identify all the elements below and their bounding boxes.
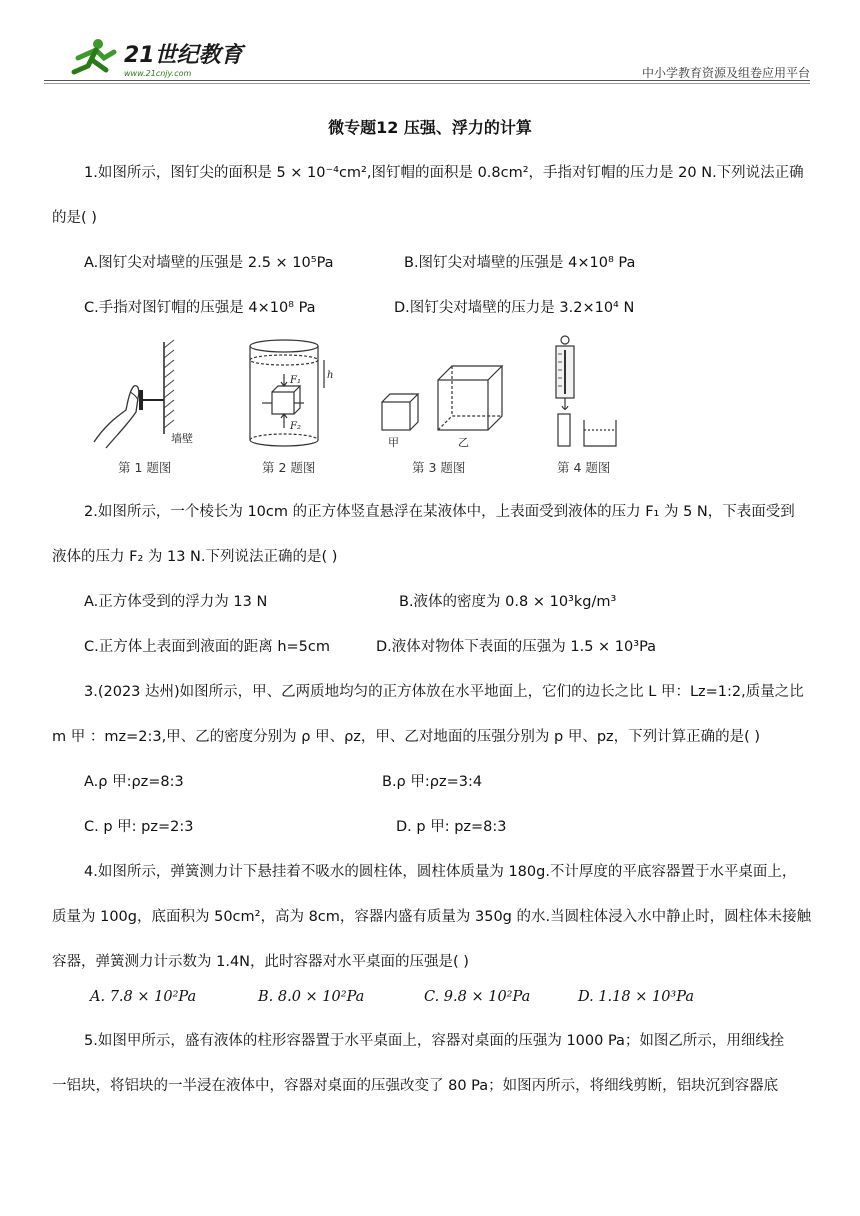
two-cubes-figure — [382, 366, 502, 430]
fig2-h-label: h — [327, 370, 334, 381]
q4-option-b: B. 8.0 × 10²Pa — [258, 989, 365, 1005]
q4-option-d: D. 1.18 × 10³Pa — [578, 989, 694, 1005]
q2-stem-line1: 2.如图所示，一个棱长为 10cm 的正方体竖直悬浮在某液体中，上表面受到液体的压力 F₁ 为 5 N，下表面受到 — [84, 504, 795, 520]
fig2-f1-label: F₁ — [290, 375, 301, 386]
thumbtack-figure — [94, 340, 174, 448]
q1-stem-line2: 的是( ) — [52, 210, 97, 226]
runner-icon — [74, 39, 114, 72]
q3-stem-line1: 3.(2023 达州)如图所示，甲、乙两质地均匀的正方体放在水平地面上，它们的边长之比 L 甲：Lz=1:2,质量之比 — [84, 684, 804, 700]
cylinder-cube-figure — [250, 340, 324, 446]
q3-option-a: A.ρ 甲:ρz=8:3 — [84, 774, 184, 790]
q4-option-c: C. 9.8 × 10²Pa — [424, 989, 531, 1005]
q1-option-a: A.图钉尖对墙壁的压强是 2.5 × 10⁵Pa — [84, 255, 334, 271]
q2-option-c: C.正方体上表面到液面的距离 h=5cm — [84, 639, 331, 655]
q2-option-b: B.液体的密度为 0.8 × 10³kg/m³ — [399, 594, 617, 610]
q1-option-b: B.图钉尖对墙壁的压强是 4×10⁸ Pa — [404, 255, 636, 271]
page-header — [44, 30, 810, 82]
platform-name: 中小学教育资源及组卷应用平台 — [641, 66, 810, 80]
header-divider — [44, 80, 810, 81]
q4-option-a: A. 7.8 × 10²Pa — [90, 989, 197, 1005]
q1-option-d: D.图钉尖对墙壁的压力是 3.2×10⁴ N — [394, 300, 635, 316]
q1-stem-line1: 1.如图所示，图钉尖的面积是 5 × 10⁻⁴cm²,图钉帽的面积是 0.8cm²，手指对钉帽的压力是 20 N.下列说法正确 — [84, 165, 804, 181]
q2-option-a: A.正方体受到的浮力为 13 N — [84, 594, 268, 610]
q3-stem-line2: m 甲 ：mz=2:3,甲、乙的密度分别为 ρ 甲、ρz，甲、乙对地面的压强分别为 p 甲、pz，下列计算正确的是( ) — [52, 729, 761, 745]
q5-stem-line1: 5.如图甲所示，盛有液体的柱形容器置于水平桌面上，容器对桌面的压强为 1000 Pa；如图乙所示，用细线拴 — [84, 1033, 785, 1049]
q4-stem-line3: 容器，弹簧测力计示数为 1.4N，此时容器对水平桌面的压强是( ) — [52, 954, 469, 970]
q4-stem-line1: 4.如图所示，弹簧测力计下悬挂着不吸水的圆柱体，圆柱体质量为 180g.不计厚度的平底容器置于水平桌面上， — [84, 864, 797, 880]
fig3-cube-a-label: 甲 — [388, 436, 399, 449]
logo-url: www.21cnjy.com — [124, 69, 192, 78]
logo — [58, 36, 258, 80]
logo-text: 21世纪教育 — [124, 43, 243, 68]
figures-row — [86, 332, 646, 477]
header-divider-thin — [44, 83, 810, 84]
q3-option-c: C. p 甲: pz=2:3 — [84, 819, 194, 835]
q3-option-b: B.ρ 甲:ρz=3:4 — [382, 774, 483, 790]
spring-scale-figure — [556, 336, 616, 446]
q3-option-d: D. p 甲: pz=8:3 — [396, 819, 507, 835]
caption-fig2: 第 2 题图 — [262, 460, 316, 475]
q5-stem-line2: 一铝块，将铝块的一半浸在液体中，容器对桌面的压强改变了 80 Pa；如图丙所示，将细线剪断，铝块沉到容器底 — [52, 1078, 779, 1094]
caption-fig1: 第 1 题图 — [118, 460, 172, 475]
fig2-f2-label: F₂ — [290, 421, 301, 432]
q2-option-d: D.液体对物体下表面的压强为 1.5 × 10³Pa — [376, 639, 657, 655]
q2-stem-line2: 液体的压力 F₂ 为 13 N.下列说法正确的是( ) — [52, 549, 338, 565]
caption-fig3: 第 3 题图 — [412, 460, 466, 475]
q1-option-c: C.手指对图钉帽的压强是 4×10⁸ Pa — [84, 300, 316, 316]
caption-fig4: 第 4 题图 — [557, 460, 611, 475]
fig3-cube-b-label: 乙 — [458, 436, 469, 449]
q4-stem-line2: 质量为 100g，底面积为 50cm²，高为 8cm，容器内盛有质量为 350g 的水.当圆柱体浸入水中静止时，圆柱体未接触 — [52, 909, 812, 925]
fig1-wall-label: 墙壁 — [171, 432, 193, 445]
page-title: 微专题12 压强、浮力的计算 — [328, 118, 532, 137]
